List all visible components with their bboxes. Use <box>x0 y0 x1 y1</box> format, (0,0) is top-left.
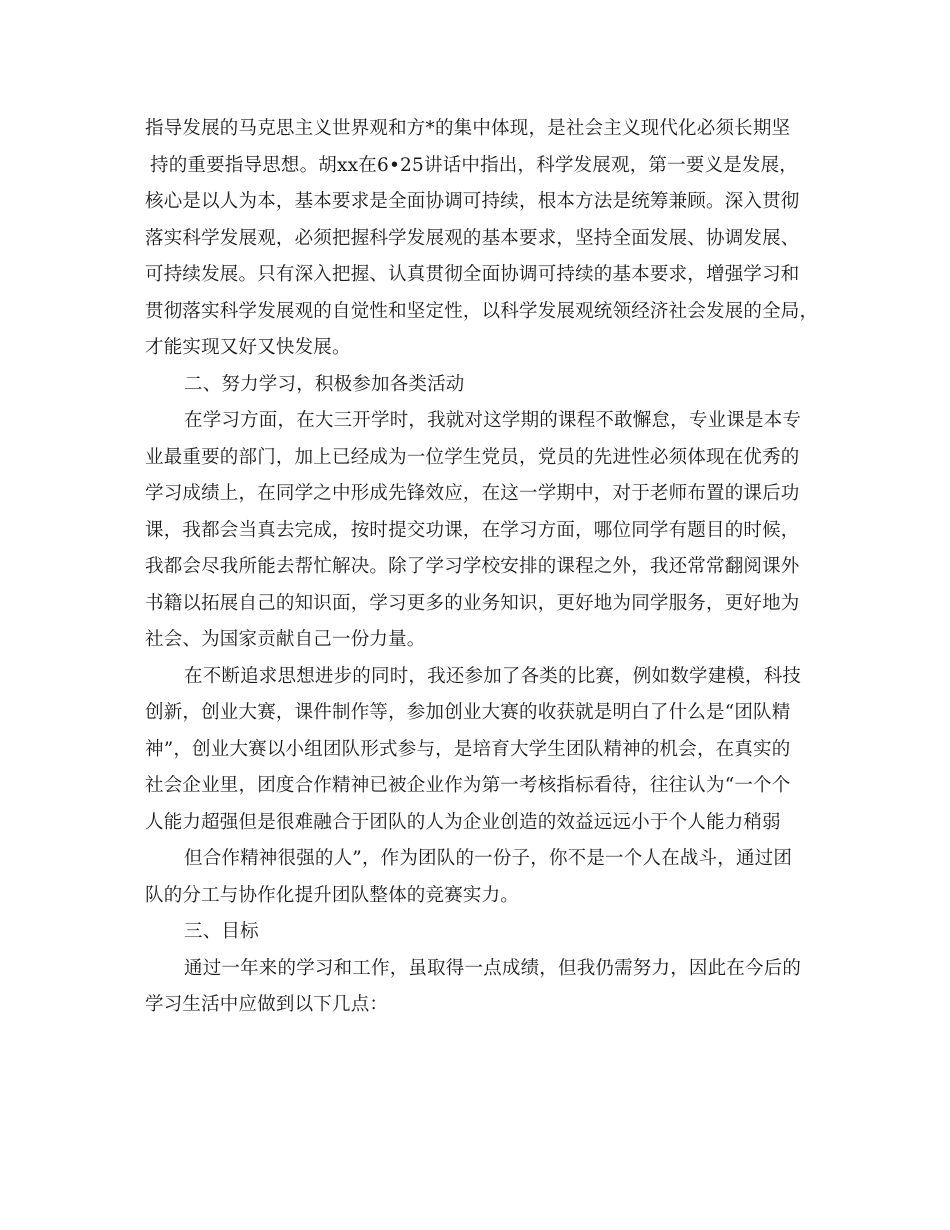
text-line: 才能实现又好又快发展。 <box>145 337 351 358</box>
section-heading: 三、目标 <box>184 921 259 942</box>
text-line: 核心是以人为本，基本要求是全面协调可持续，根本方法是统筹兼顾。深入贯彻 <box>145 191 800 212</box>
text-line: 可持续发展。只有深入把握、认真贯彻全面协调可持续的基本要求，增强学习和 <box>145 264 800 285</box>
text-line: 我都会尽我所能去帮忙解决。除了学习学校安排的课程之外，我还常常翻阅课外 <box>145 556 800 577</box>
text-line: 但合作精神很强的人”，作为团队的一份子，你不是一个人在战斗，通过团 <box>184 848 793 869</box>
text-line: 贯彻落实科学发展观的自觉性和坚定性，以科学发展观统领经济社会发展的全局， <box>145 301 819 322</box>
text-line: 学习成绩上，在同学之中形成先锋效应，在这一学期中，对于老师布置的课后功 <box>145 483 800 504</box>
text-line: 队的分工与协作化提升团队整体的竞赛实力。 <box>145 885 520 906</box>
text-line: 创新，创业大赛，课件制作等，参加创业大赛的收获就是明白了什么是“团队精 <box>145 702 791 723</box>
text-line: 指导发展的马克思主义世界观和方*的集中体现，是社会主义现代化必须长期坚 <box>145 118 791 139</box>
text-line: 人能力超强但是很难融合于团队的人为企业创造的效益远远小于个人能力稍弱 <box>145 812 781 833</box>
text-line: 课，我都会当真去完成，按时提交功课，在学习方面，哪位同学有题目的时候， <box>145 520 800 541</box>
section-heading: 二、努力学习，积极参加各类活动 <box>184 374 465 395</box>
text-line: 业最重要的部门，加上已经成为一位学生党员，党员的先进性必须体现在优秀的 <box>145 447 800 468</box>
text-line: 在不断追求思想进步的同时，我还参加了各类的比赛，例如数学建模，科技 <box>184 666 802 687</box>
text-line: 持的重要指导思想。胡xx在6•25讲话中指出，科学发展观，第一要义是发展， <box>150 155 798 176</box>
text-line: 社会、为国家贡献自己一份力量。 <box>145 629 426 650</box>
text-line: 神”，创业大赛以小组团队形式参与，是培育大学生团队精神的机会，在真实的 <box>145 739 791 760</box>
text-line: 学习生活中应做到以下几点： <box>145 994 389 1015</box>
text-line: 落实科学发展观，必须把握科学发展观的基本要求，坚持全面发展、协调发展、 <box>145 228 800 249</box>
text-line: 书籍以拓展自己的知识面，学习更多的业务知识，更好地为同学服务，更好地为 <box>145 593 800 614</box>
text-line: 通过一年来的学习和工作，虽取得一点成绩，但我仍需努力，因此在今后的 <box>184 958 802 979</box>
text-line: 在学习方面，在大三开学时，我就对这学期的课程不敢懈怠，专业课是本专 <box>184 410 802 431</box>
text-line: 社会企业里，团度合作精神已被企业作为第一考核指标看待，往往认为“一个个 <box>145 775 791 796</box>
